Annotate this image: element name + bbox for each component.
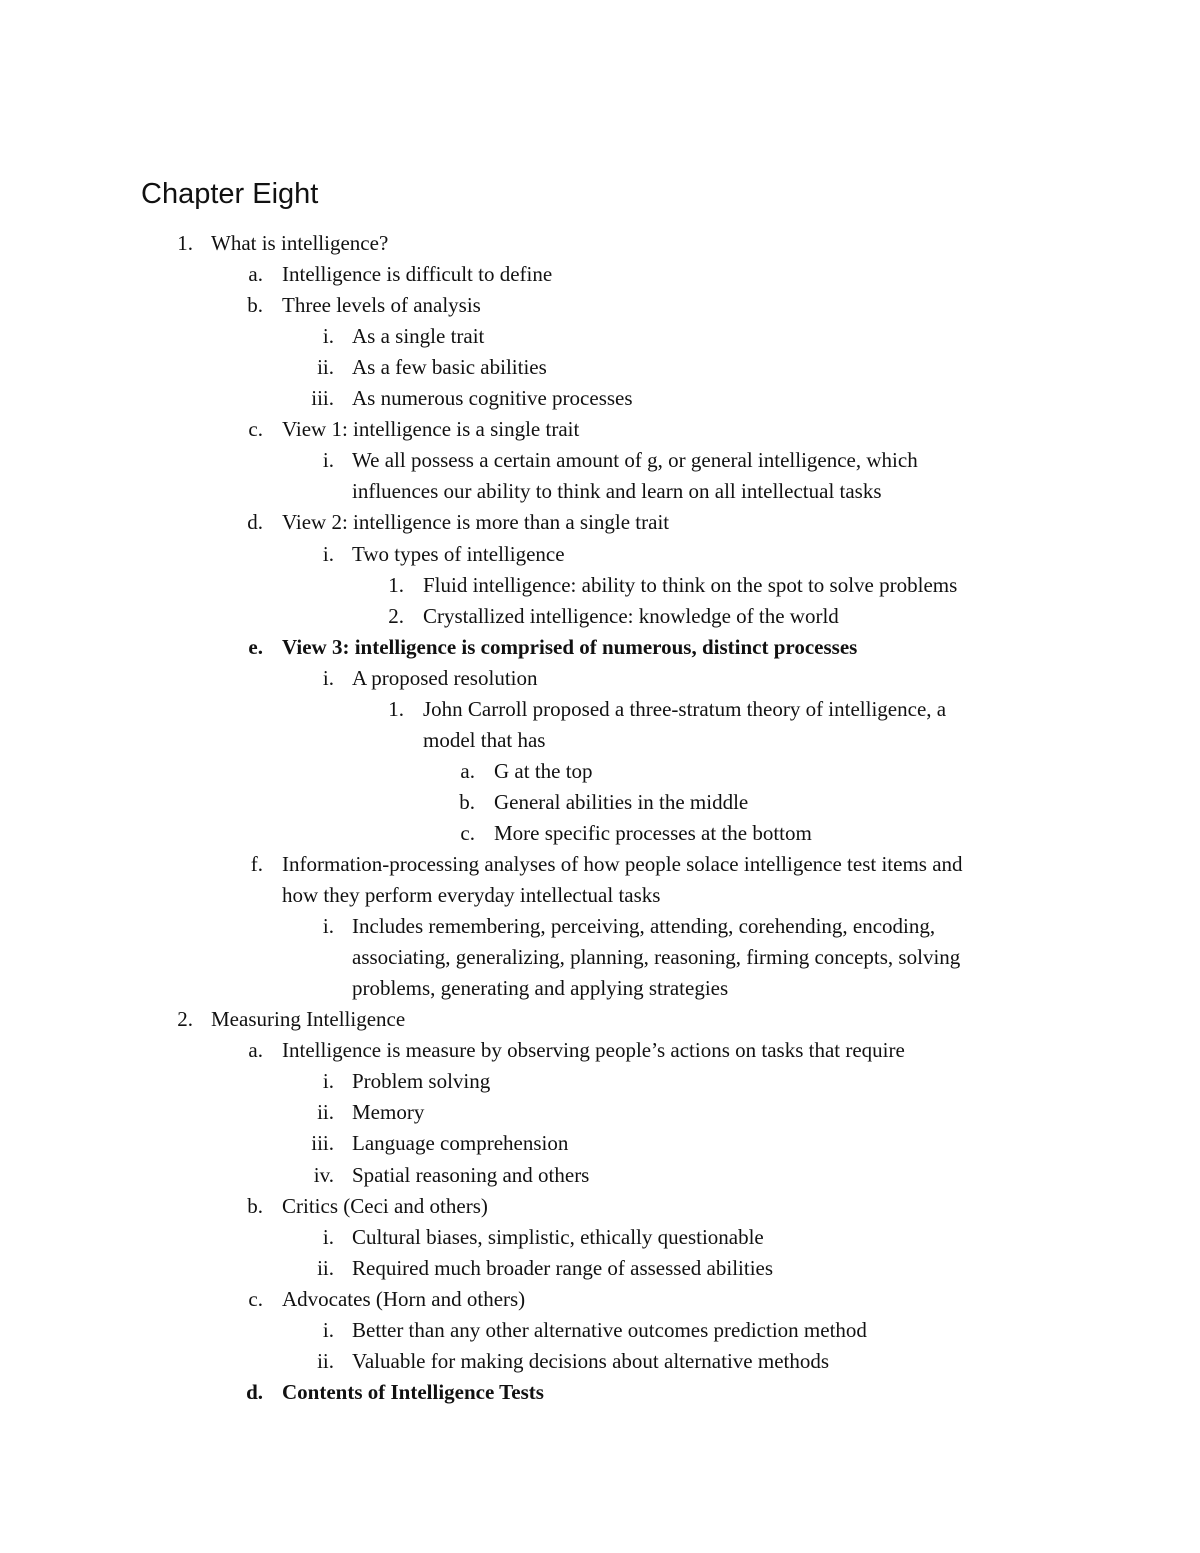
list-marker: i. [322, 324, 334, 348]
list-marker: iii. [311, 386, 334, 410]
list-marker: ii. [317, 1349, 334, 1373]
list-item-text: Critics (Ceci and others) [282, 1194, 488, 1218]
list-item-text: John Carroll proposed a three-stratum theory of intelligence, a [423, 697, 947, 721]
list-item-text: Valuable for making decisions about alternative methods [352, 1349, 830, 1373]
list-item-text: As a few basic abilities [352, 355, 547, 379]
list-marker: a. [460, 759, 475, 783]
list-marker: a. [248, 1038, 263, 1062]
list-marker: d. [247, 510, 263, 534]
list-item-text: Intelligence is measure by observing people’s actions on tasks that require [282, 1038, 905, 1062]
list-item-text: A proposed resolution [352, 666, 538, 690]
list-marker: i. [322, 542, 334, 566]
list-item-text: Three levels of analysis [282, 293, 481, 317]
list-marker: ii. [317, 355, 334, 379]
list-item-text: Crystallized intelligence: knowledge of the world [423, 604, 839, 628]
list-marker: i. [322, 914, 334, 938]
list-item-text: Information-processing analyses of how people solace intelligence test items and [282, 852, 963, 876]
list-item-text: model that has [423, 728, 546, 752]
list-item-text: Language comprehension [352, 1131, 569, 1155]
list-item-text: We all possess a certain amount of g, or general intelligence, which [352, 448, 918, 472]
list-item-text: View 2: intelligence is more than a single trait [282, 510, 670, 534]
list-marker: 1. [388, 573, 404, 597]
list-marker: i. [322, 1069, 334, 1093]
list-marker: 1. [177, 231, 193, 255]
list-item-text: Measuring Intelligence [211, 1007, 406, 1031]
list-item-text: Includes remembering, perceiving, attending, corehending, encoding, [352, 914, 936, 938]
list-item-text: What is intelligence? [211, 231, 389, 255]
list-item-text: Required much broader range of assessed abilities [352, 1256, 774, 1280]
list-item-text: More specific processes at the bottom [494, 821, 812, 845]
list-item-text: Advocates (Horn and others) [282, 1287, 526, 1311]
list-marker: d. [246, 1380, 263, 1404]
list-item-text: Two types of intelligence [352, 542, 565, 566]
list-marker: b. [247, 1194, 263, 1218]
list-item-text: how they perform everyday intellectual tasks [282, 883, 661, 907]
list-marker: i. [322, 666, 334, 690]
list-marker: i. [322, 1225, 334, 1249]
list-item-text: As a single trait [352, 324, 485, 348]
list-item-text: Better than any other alternative outcomes prediction method [352, 1318, 867, 1342]
list-item-text: Cultural biases, simplistic, ethically questionable [352, 1225, 764, 1249]
list-marker: 2. [388, 604, 404, 628]
list-marker: iii. [311, 1131, 334, 1155]
list-marker: i. [322, 448, 334, 472]
list-item-text: Problem solving [352, 1069, 491, 1093]
list-marker: 1. [388, 697, 404, 721]
list-item-text: Contents of Intelligence Tests [282, 1380, 544, 1404]
list-item-text: G at the top [494, 759, 593, 783]
page-title: Chapter Eight [141, 178, 319, 210]
list-item-text: Fluid intelligence: ability to think on the spot to solve problems [423, 573, 958, 597]
list-marker: ii. [317, 1100, 334, 1124]
list-marker: ii. [317, 1256, 334, 1280]
list-item-text: associating, generalizing, planning, reasoning, firming concepts, solving [352, 945, 961, 969]
list-item-text: influences our ability to think and learn on all intellectual tasks [352, 479, 882, 503]
list-item-text: problems, generating and applying strategies [352, 976, 729, 1000]
list-marker: 2. [177, 1007, 193, 1031]
list-item-text: Intelligence is difficult to define [282, 262, 553, 286]
list-marker: c. [248, 417, 263, 441]
list-marker: iv. [313, 1163, 334, 1187]
list-item-text: View 1: intelligence is a single trait [282, 417, 580, 441]
list-marker: e. [248, 635, 263, 659]
list-item-text: General abilities in the middle [494, 790, 749, 814]
list-marker: i. [322, 1318, 334, 1342]
list-marker: f. [250, 852, 263, 876]
list-item-text: Memory [352, 1100, 425, 1124]
list-item-text: Spatial reasoning and others [352, 1163, 590, 1187]
list-item-text: As numerous cognitive processes [352, 386, 633, 410]
list-marker: a. [248, 262, 263, 286]
list-item-text: View 3: intelligence is comprised of numerous, distinct processes [282, 635, 858, 659]
list-marker: c. [460, 821, 475, 845]
list-marker: c. [248, 1287, 263, 1311]
list-marker: b. [459, 790, 475, 814]
list-marker: b. [247, 293, 263, 317]
